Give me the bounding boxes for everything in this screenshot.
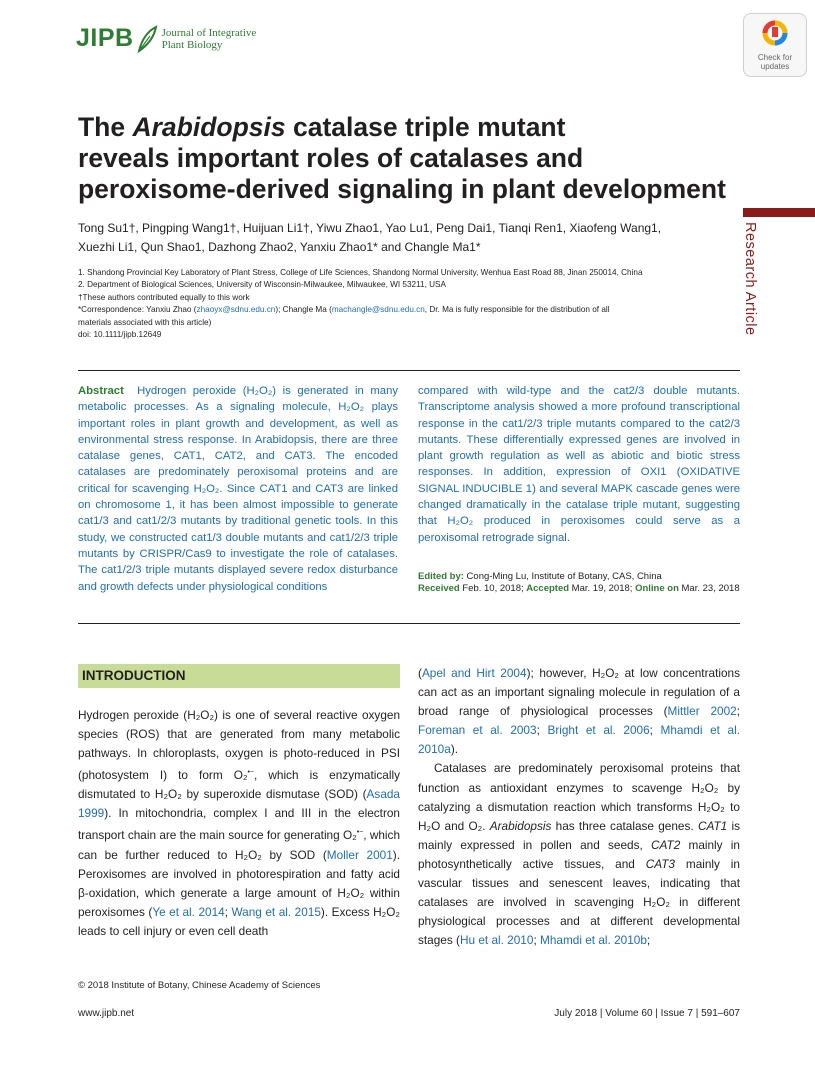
introduction-heading: INTRODUCTION — [82, 668, 186, 683]
citation-link[interactable]: Bright et al. 2006 — [547, 723, 650, 738]
section-tab — [734, 222, 764, 352]
affiliations — [78, 267, 743, 341]
correspondence — [78, 304, 743, 316]
title-part: catalase triple mutant — [285, 112, 566, 142]
corr-text: ); Changle Ma ( — [275, 305, 332, 315]
citation-link[interactable]: Mittler 2002 — [667, 704, 737, 719]
abstract-text-right: compared with wild-type and the cat2/3 double mutants. Transcriptome analysis showed a more profound transcriptional response in the cat1/2/3 triple mutants compared to the cat2/3 mutants. These differentially expressed genes are involved in plant growth regulation as well as abiotic and biotic stress responses. In addition, expression of OXI1 (OXIDATIVE SIGNAL INDUCIBLE 1) and several MAPK cascade genes were changed dramatically in the catalase triple mutant, suggesting that H₂O₂ produced in peroxisomes could serve as a peroxisomal retrograde signal. — [418, 385, 740, 544]
online-label: Online on — [635, 583, 679, 594]
online-value: Mar. 23, 2018 — [678, 583, 740, 594]
citation-link[interactable]: Wang et al. 2015 — [231, 904, 321, 919]
corr-text: , Dr. Ma is fully responsible for the distribution of all — [424, 305, 610, 315]
accepted-value: Mar. 19, 2018; — [569, 583, 636, 594]
journal-url[interactable]: www.jipb.net — [78, 1008, 135, 1019]
accepted-label: Accepted — [526, 583, 570, 594]
author-line-2: Xuezhi Li1, Qun Shao1, Dazhong Zhao2, Yanxiu Zhao1* and Changle Ma1* — [78, 240, 481, 254]
received-value: Feb. 10, 2018; — [459, 583, 527, 594]
check-for-updates-button[interactable] — [743, 13, 807, 77]
copyright: © 2018 Institute of Botany, Chinese Academy of Sciences — [78, 980, 321, 991]
journal-name — [162, 27, 257, 51]
article-title — [78, 112, 748, 205]
body-column-right: (Apel and Hirt 2004); however, H₂O₂ at low concentrations can act as an important signaling molecule in regulation of a broad range of physiological processes (Mittler 2002; Foreman et al. 2003; Bright et al. 2006; Mhamdi et al. 2010a). Catalases are predominately peroxisomal proteins that function as antioxidant enzymes to scavenge H₂O₂ by catalyzing a dismutation reaction which transforms H₂O₂ to H₂O and O₂. Arabidopsis has three catalase genes. CAT1 is mainly expressed in pollen and seeds, CAT2 mainly in photosynthetically active tissues, and CAT3 mainly in vascular tissues and senescent leaves, indicating that catalases are involved in scavenging H₂O₂ in different physiological processes and at different developmental stages (Hu et al. 2010; Mhamdi et al. 2010b; — [418, 664, 740, 950]
correspondence-line-2: materials associated with this article) — [78, 317, 212, 327]
citation-link[interactable]: Mhamdi et al. 2010b — [540, 933, 647, 948]
citation-link[interactable]: Asada 1999 — [78, 787, 400, 821]
abstract-bottom-rule — [78, 623, 740, 624]
citation-link[interactable]: Hu et al. 2010 — [459, 933, 534, 948]
title-line-1 — [78, 112, 748, 143]
check-updates-icon — [762, 20, 788, 46]
edited-label: Edited by: — [418, 571, 464, 582]
affiliation-2: 2. Department of Biological Sciences, University of Wisconsin-Milwaukee, Milwaukee, WI 53211, USA — [78, 280, 446, 290]
abstract-left — [78, 383, 398, 595]
doi: doi: 10.1111/jipb.12649 — [78, 330, 162, 340]
check-updates-label: Check for updates — [757, 53, 793, 71]
section-tab-label: Research Article — [742, 222, 758, 336]
journal-logo — [76, 24, 256, 53]
edited-by — [418, 571, 740, 583]
abstract-text-left: Hydrogen peroxide (H₂O₂) is generated in many metabolic processes. As a signaling molecule, H₂O₂ plays important roles in plant growth and development, as well as environmental stress response. In Arabidopsis, there are three catalase genes, CAT1, CAT2, and CAT3. The encoded catalases are predominately peroxisomal proteins and are critical for scavenging H₂O₂. Since CAT1 and CAT3 are linked on chromosome 1, it has been almost impossible to generate cat1/3 and cat1/2/3 mutants by traditional genetic tools. In this study, we constructed cat1/3 double mutants and cat1/2/3 triple mutants by CRISPR/Cas9 to investigate the role of catalases. The cat1/2/3 triple mutants displayed severe redox disturbance and growth defects under physiological conditions — [78, 385, 399, 593]
author-line-1: Tong Su1†, Pingping Wang1†, Huijuan Li1†, Yiwu Zhao1, Yao Lu1, Peng Dai1, Tianqi Ren1, Xiaofeng Wang1, — [78, 221, 662, 235]
logo-text: JIPB — [76, 24, 134, 52]
affiliation-1: 1. Shandong Provincial Key Laboratory of Plant Stress, College of Life Sciences, Shandong Normal University, Wenhua East Road 88, Jinan 250014, China — [78, 268, 643, 277]
dates — [418, 583, 740, 595]
abstract-right — [418, 383, 740, 546]
abstract-label: Abstract — [78, 385, 124, 397]
author-list — [78, 219, 738, 257]
title-part: The — [78, 112, 133, 142]
abstract-top-rule — [78, 370, 740, 371]
email-link-ma[interactable]: machangle@sdnu.edu.cn — [331, 305, 425, 315]
citation-link[interactable]: Moller 2001 — [326, 847, 393, 862]
body-column-left: Hydrogen peroxide (H₂O₂) is one of several reactive oxygen species (ROS) that are generated from many metabolic pathways. In chloroplasts, oxygen is photo-reduced in PSI (photosystem I) to form O₂•−, which is enzymatically dismutated to H₂O₂ by superoxide dismutase (SOD) (Asada 1999). In mitochondria, complex I and III in the electron transport chain are the main source for generating O₂•−, which can be further reduced to H₂O₂ by SOD (Moller 2001). Peroxisomes are involved in photorespiration and fatty acid β-oxidation, which generate a large amount of H₂O₂ within peroxisomes (Ye et al. 2014; Wang et al. 2015). Excess H₂O₂ leads to cell injury or even cell death — [78, 708, 401, 938]
editorial-info — [418, 571, 740, 595]
title-line-3: peroxisome-derived signaling in plant development — [78, 174, 726, 204]
received-label: Received — [418, 583, 460, 594]
citation-link[interactable]: Apel and Hirt 2004 — [421, 666, 527, 680]
leaf-icon — [136, 25, 158, 53]
paragraph: Catalases are predominately peroxisomal proteins that function as antioxidant enzymes to scavenge H₂O₂ by catalyzing a dismutation reaction which transforms H₂O₂ to H₂O and O₂. Arabidopsis has three catalase genes. CAT1 is mainly expressed in pollen and seeds, CAT2 mainly in photosynthetically active tissues, and CAT3 mainly in vascular tissues and senescent leaves, indicating that catalases are involved in scavenging H₂O₂ in different physiological processes and at different developmental stages (Hu et al. 2010; Mhamdi et al. 2010b; — [418, 761, 740, 948]
citation-link[interactable]: Mhamdi et al. 2010a — [418, 723, 740, 757]
citation-link[interactable]: Foreman et al. 2003 — [418, 723, 537, 738]
section-tab-bar — [743, 208, 815, 217]
email-link-zhao[interactable]: zhaoyx@sdnu.edu.cn — [196, 305, 276, 315]
corr-text: *Correspondence: Yanxiu Zhao ( — [78, 305, 197, 315]
journal-name-line1: Journal of Integrative — [161, 26, 257, 39]
journal-name-line2: Plant Biology — [161, 38, 223, 51]
equal-contribution-note: †These authors contributed equally to this work — [78, 292, 250, 302]
introduction-heading-box — [78, 664, 400, 688]
edited-value: Cong-Ming Lu, Institute of Botany, CAS, China — [463, 571, 662, 582]
citation-link[interactable]: Ye et al. 2014 — [152, 904, 225, 919]
title-italic: Arabidopsis — [132, 112, 286, 142]
volume-info: July 2018 | Volume 60 | Issue 7 | 591–607 — [554, 1008, 740, 1019]
title-line-2: reveals important roles of catalases and — [78, 143, 584, 173]
